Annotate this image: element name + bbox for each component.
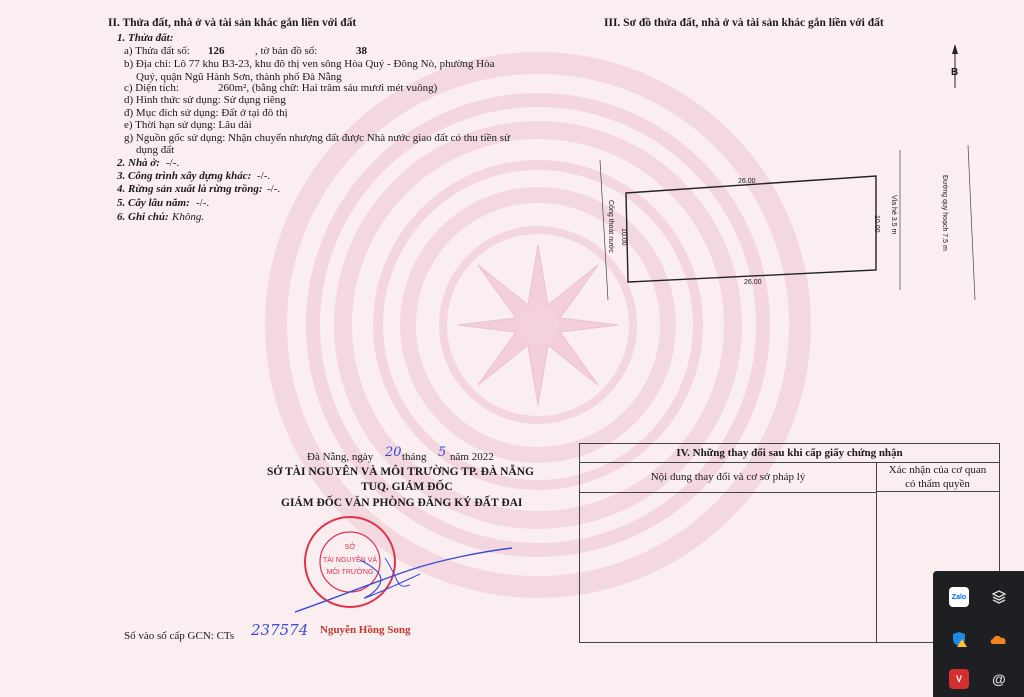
- date-month: 5: [438, 445, 447, 460]
- director-title: GIÁM ĐỐC VĂN PHÒNG ĐĂNG KÝ ĐẤT ĐAI: [281, 497, 523, 509]
- top-length-label: 26.00: [738, 178, 756, 185]
- parcel-prefix: a) Thửa đất số:: [124, 45, 190, 57]
- item-2-label: 2. Nhà ở:: [117, 157, 160, 169]
- confirmation-column-header: [876, 462, 999, 492]
- date-year: năm 2022: [450, 451, 494, 463]
- month-label: tháng: [402, 451, 427, 463]
- tuq-title: TUQ. GIÁM ĐỐC: [361, 481, 453, 493]
- system-tray-overflow: [933, 571, 1024, 697]
- right-width-label: 10.00: [873, 215, 880, 233]
- item-4-label: 4. Rừng sản xuất là rừng trồng:: [117, 183, 263, 195]
- sheet-number: 38: [356, 45, 367, 57]
- usage-origin-line-1: g) Nguồn gốc sử dụng: Nhận chuyển nhượng đất được Nhà nước giao đất có thu tiền sử: [124, 132, 511, 144]
- sidewalk-label: Vỉa hè 3.5 m: [890, 195, 897, 235]
- confirmation-header-line-2: có thẩm quyền: [905, 478, 970, 490]
- area-value: 260m², (bằng chữ: Hai trăm sáu mươi mét vuông): [218, 82, 438, 94]
- table-divider: [876, 492, 877, 642]
- cloud-icon[interactable]: [989, 629, 1009, 649]
- confirmation-header-line-1: Xác nhận của cơ quan: [888, 464, 987, 476]
- bottom-length-label: 26.00: [744, 279, 762, 286]
- at-icon[interactable]: @: [992, 671, 1006, 687]
- svg-text:SỞ: SỞ: [344, 544, 356, 551]
- north-label: B: [951, 67, 959, 78]
- section-3-title: III. Sơ đồ thửa đất, nhà ở và tài sản khác gắn liền với đất: [604, 17, 884, 29]
- section-4-title: IV. Những thay đổi sau khi cấp giấy chứng nhận: [580, 444, 999, 463]
- item-2-value: -/-.: [166, 157, 180, 169]
- area-label: c) Diện tích:: [124, 82, 179, 94]
- usage-form: d) Hình thức sử dụng: Sử dụng riêng: [124, 94, 286, 106]
- registration-label: Số vào sổ cấp GCN: CTs: [124, 630, 235, 642]
- item-6-value: Không.: [172, 211, 205, 223]
- sheet-label: , tờ bản đồ số:: [255, 45, 318, 57]
- item-1-title: 1. Thửa đất:: [117, 32, 174, 44]
- date-prefix: Đà Nẵng, ngày: [307, 451, 374, 463]
- drain-label: Cống thoát nước: [607, 200, 614, 253]
- parcel-outline: [626, 176, 876, 282]
- handwritten-signature: [290, 540, 520, 620]
- signer-name: Nguyễn Hồng Song: [320, 624, 411, 636]
- shield-warning-icon[interactable]: [949, 629, 969, 649]
- north-arrow-head: [952, 44, 958, 54]
- section-2-title: II. Thửa đất, nhà ở và tài sản khác gắn liền với đất: [108, 17, 357, 29]
- road-label: Đường quy hoạch 7.5 m: [941, 175, 948, 251]
- item-4-value: -/-.: [267, 183, 281, 195]
- road-line: [968, 145, 975, 300]
- item-5-label: 5. Cây lâu năm:: [117, 197, 190, 209]
- svg-text:TÀI NGUYÊN VÀ: TÀI NGUYÊN VÀ: [322, 557, 378, 564]
- changes-column-header: Nội dung thay đổi và cơ sở pháp lý: [580, 462, 877, 493]
- registration-number: 237574: [251, 621, 309, 639]
- parcel-number: 126: [208, 45, 225, 57]
- item-3-value: -/-.: [257, 170, 271, 182]
- department-name: SỞ TÀI NGUYÊN VÀ MÔI TRƯỜNG TP. ĐÀ NẴNG: [267, 466, 534, 478]
- date-day: 20: [385, 445, 402, 460]
- layers-icon[interactable]: [989, 587, 1009, 607]
- usage-purpose: đ) Mục đích sử dụng: Đất ở tại đô thị: [124, 107, 288, 119]
- address-line-1: b) Địa chỉ: Lô 77 khu B3-23, khu đô thị ven sông Hòa Quý - Đông Nò, phường Hòa: [124, 58, 495, 70]
- zalo-icon[interactable]: Zalo: [949, 587, 969, 607]
- usage-term: e) Thời hạn sử dụng: Lâu dài: [124, 119, 252, 131]
- item-5-value: -/-.: [196, 197, 210, 209]
- usage-origin-line-2: dụng đất: [136, 144, 175, 156]
- address-line-2: Quý, quận Ngũ Hành Sơn, thành phố Đà Nẵng: [136, 71, 342, 83]
- v-app-icon[interactable]: V: [949, 669, 969, 689]
- left-width-label: 10.00: [620, 228, 627, 246]
- item-3-label: 3. Công trình xây dựng khác:: [117, 170, 252, 182]
- svg-text:MÔI TRƯỜNG: MÔI TRƯỜNG: [326, 569, 374, 576]
- item-6-label: 6. Ghi chú:: [117, 211, 169, 223]
